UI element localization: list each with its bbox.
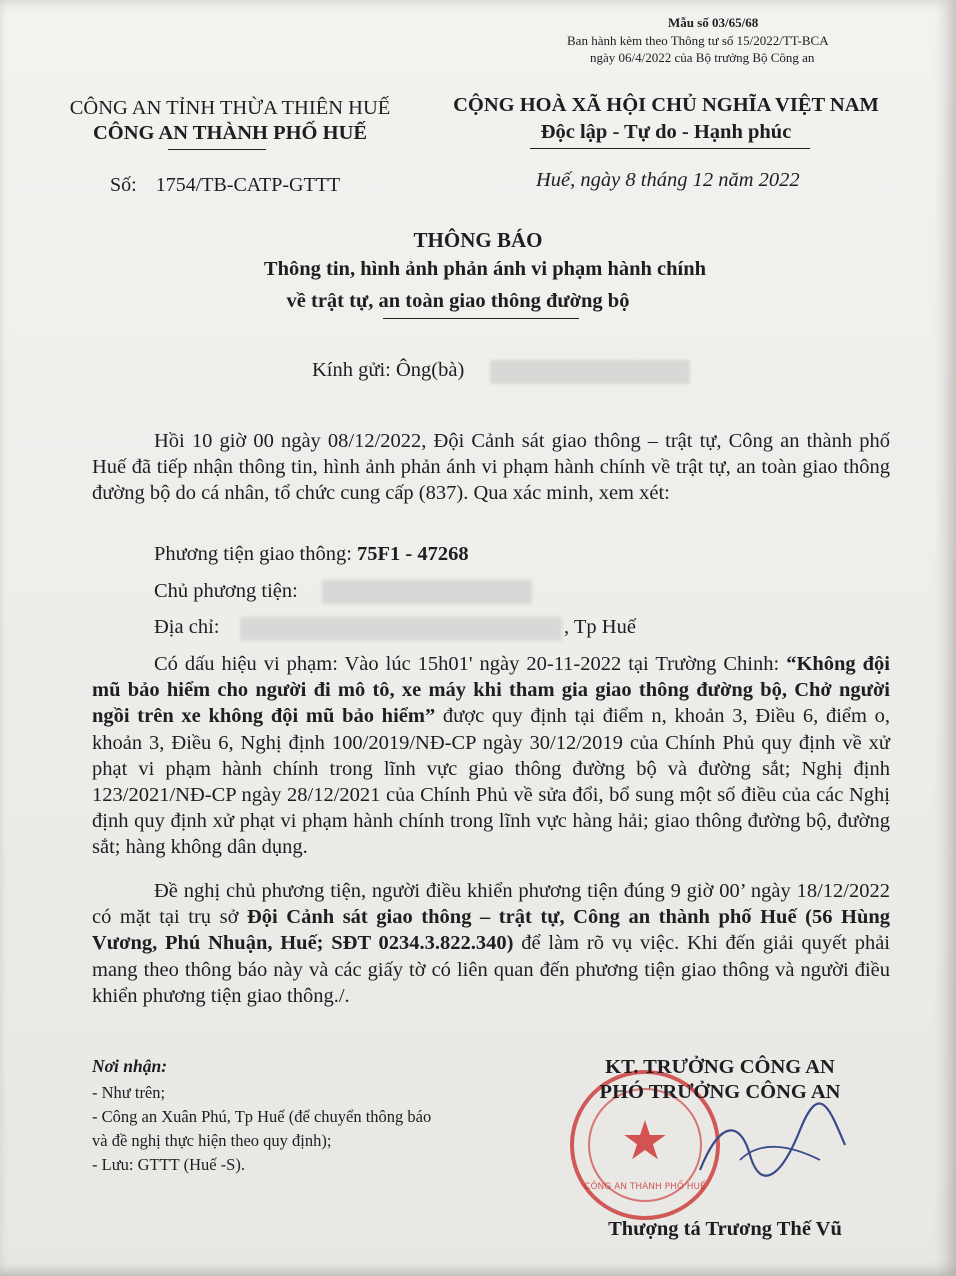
title-underline bbox=[383, 318, 579, 319]
agency-name: CÔNG AN THÀNH PHỐ HUẾ bbox=[92, 122, 368, 144]
address-label: Địa chỉ: bbox=[154, 616, 220, 638]
motto: Độc lập - Tự do - Hạnh phúc bbox=[540, 121, 792, 143]
seal-text: CÔNG AN THÀNH PHỐ HUẾ bbox=[584, 1182, 706, 1192]
redacted-owner bbox=[322, 580, 532, 604]
redacted-address bbox=[240, 617, 562, 641]
notice-subtitle-1: Thông tin, hình ảnh phản ánh vi phạm hành chính bbox=[263, 258, 707, 280]
request-location: Đội Cảnh sát giao thông – trật tự, Công an thành phố Huế (56 Hùng Vương, Phú Nhuận, Huế; SĐT 0234.3.822.340) bbox=[92, 906, 890, 955]
recipients-title: Nơi nhận: bbox=[92, 1056, 168, 1076]
recipient-label: Kính gửi: Ông(bà) bbox=[312, 359, 465, 381]
recipients-line-4: - Lưu: GTTT (Huế -S). bbox=[92, 1155, 245, 1174]
doc-number-line bbox=[110, 174, 340, 197]
nation-title: CỘNG HOÀ XÃ HỘI CHỦ NGHĨA VIỆT NAM bbox=[453, 94, 879, 116]
owner-label: Chủ phương tiện: bbox=[154, 580, 298, 602]
intro-paragraph: Hồi 10 giờ 00 ngày 08/12/2022, Đội Cảnh sát giao thông – trật tự, Công an thành phố Huế đã tiếp nhận thông tin, hình ảnh phản ánh vi phạm hành chính về trật tự, an toàn giao thông đường bộ do cá nhân, tổ chức cung cấp (837). Qua xác minh, xem xét: bbox=[92, 430, 890, 505]
form-issued-line2: ngày 06/4/2022 của Bộ trưởng Bộ Công an bbox=[590, 50, 815, 65]
vehicle-label: Phương tiện giao thông: bbox=[154, 543, 352, 565]
notice-title: THÔNG BÁO bbox=[413, 228, 543, 252]
place-date: Huế, ngày 8 tháng 12 năm 2022 bbox=[536, 169, 800, 191]
violation-description: “Không đội mũ bảo hiểm cho người đi mô tô, xe máy khi tham gia giao thông đường bộ, Chở người ngồi trên xe không đội mũ bảo hiểm” bbox=[92, 653, 891, 728]
notice-subtitle-2: về trật tự, an toàn giao thông đường bộ bbox=[286, 290, 630, 312]
redacted-recipient bbox=[490, 360, 690, 384]
form-issued-line1: Ban hành kèm theo Thông tư số 15/2022/TT-BCA bbox=[567, 33, 829, 48]
recipients-line-1: - Như trên; bbox=[92, 1083, 166, 1102]
agency-underline bbox=[168, 149, 266, 150]
violation-legal-basis: được quy định tại điểm n, khoản 3, Điều 6, điểm o, khoản 3, Điều 6, Nghị định 100/2019/NĐ-CP ngày 30/12/2019 của Chính Phủ quy định về xử phạt vi phạm hành chính trong lĩnh vực giao thông đường bộ và đường sắt; Nghị định 123/2021/NĐ-CP ngày 28/12/2021 của Chính Phủ về sửa đổi, bổ sung một số điều của các Nghị định quy định xử phạt vi phạm hành chính trong lĩnh vực hàng hải; giao thông đường bộ, đường sắt; hàng không dân dụng. bbox=[92, 705, 891, 859]
request-lead: Đề nghị chủ phương tiện, người điều khiển phương tiện đúng 9 giờ 00’ ngày 18/12/2022 có mặt tại trụ sở bbox=[92, 880, 890, 929]
address-city: , Tp Huế bbox=[564, 616, 636, 638]
handwritten-signature bbox=[680, 1100, 860, 1190]
violation-lead: Có dấu hiệu vi phạm: Vào lúc 15h01' ngày 20-11-2022 tại Trường Chinh: bbox=[154, 653, 780, 675]
recipients-line-3: và đề nghị thực hiện theo quy định); bbox=[92, 1131, 332, 1150]
form-number: Mẫu số 03/65/68 bbox=[668, 15, 759, 30]
request-paragraph bbox=[92, 878, 890, 1009]
signature-role-2: PHÓ TRƯỞNG CÔNG AN bbox=[599, 1081, 841, 1103]
request-rest: để làm rõ vụ việc. Khi đến giải quyết phải mang theo thông báo này và các giấy tờ có liên quan đến phương tiện giao thông và người điều khiển phương tiện giao thông./. bbox=[92, 932, 890, 1007]
doc-number: 1754/TB-CATP-GTTT bbox=[155, 174, 341, 196]
doc-number-label: Số: bbox=[110, 174, 137, 196]
motto-underline bbox=[530, 148, 810, 149]
star-icon: ★ bbox=[620, 1111, 670, 1171]
signature-role-1: KT. TRƯỞNG CÔNG AN bbox=[605, 1056, 835, 1078]
violation-paragraph bbox=[92, 651, 890, 861]
recipients-line-2: - Công an Xuân Phú, Tp Huế (để chuyển thông báo bbox=[92, 1107, 432, 1126]
signer-name: Thượng tá Trương Thế Vũ bbox=[608, 1218, 842, 1240]
agency-parent: CÔNG AN TỈNH THỪA THIÊN HUẾ bbox=[69, 97, 391, 119]
vehicle-line bbox=[154, 543, 469, 566]
vehicle-plate: 75F1 - 47268 bbox=[357, 543, 469, 565]
